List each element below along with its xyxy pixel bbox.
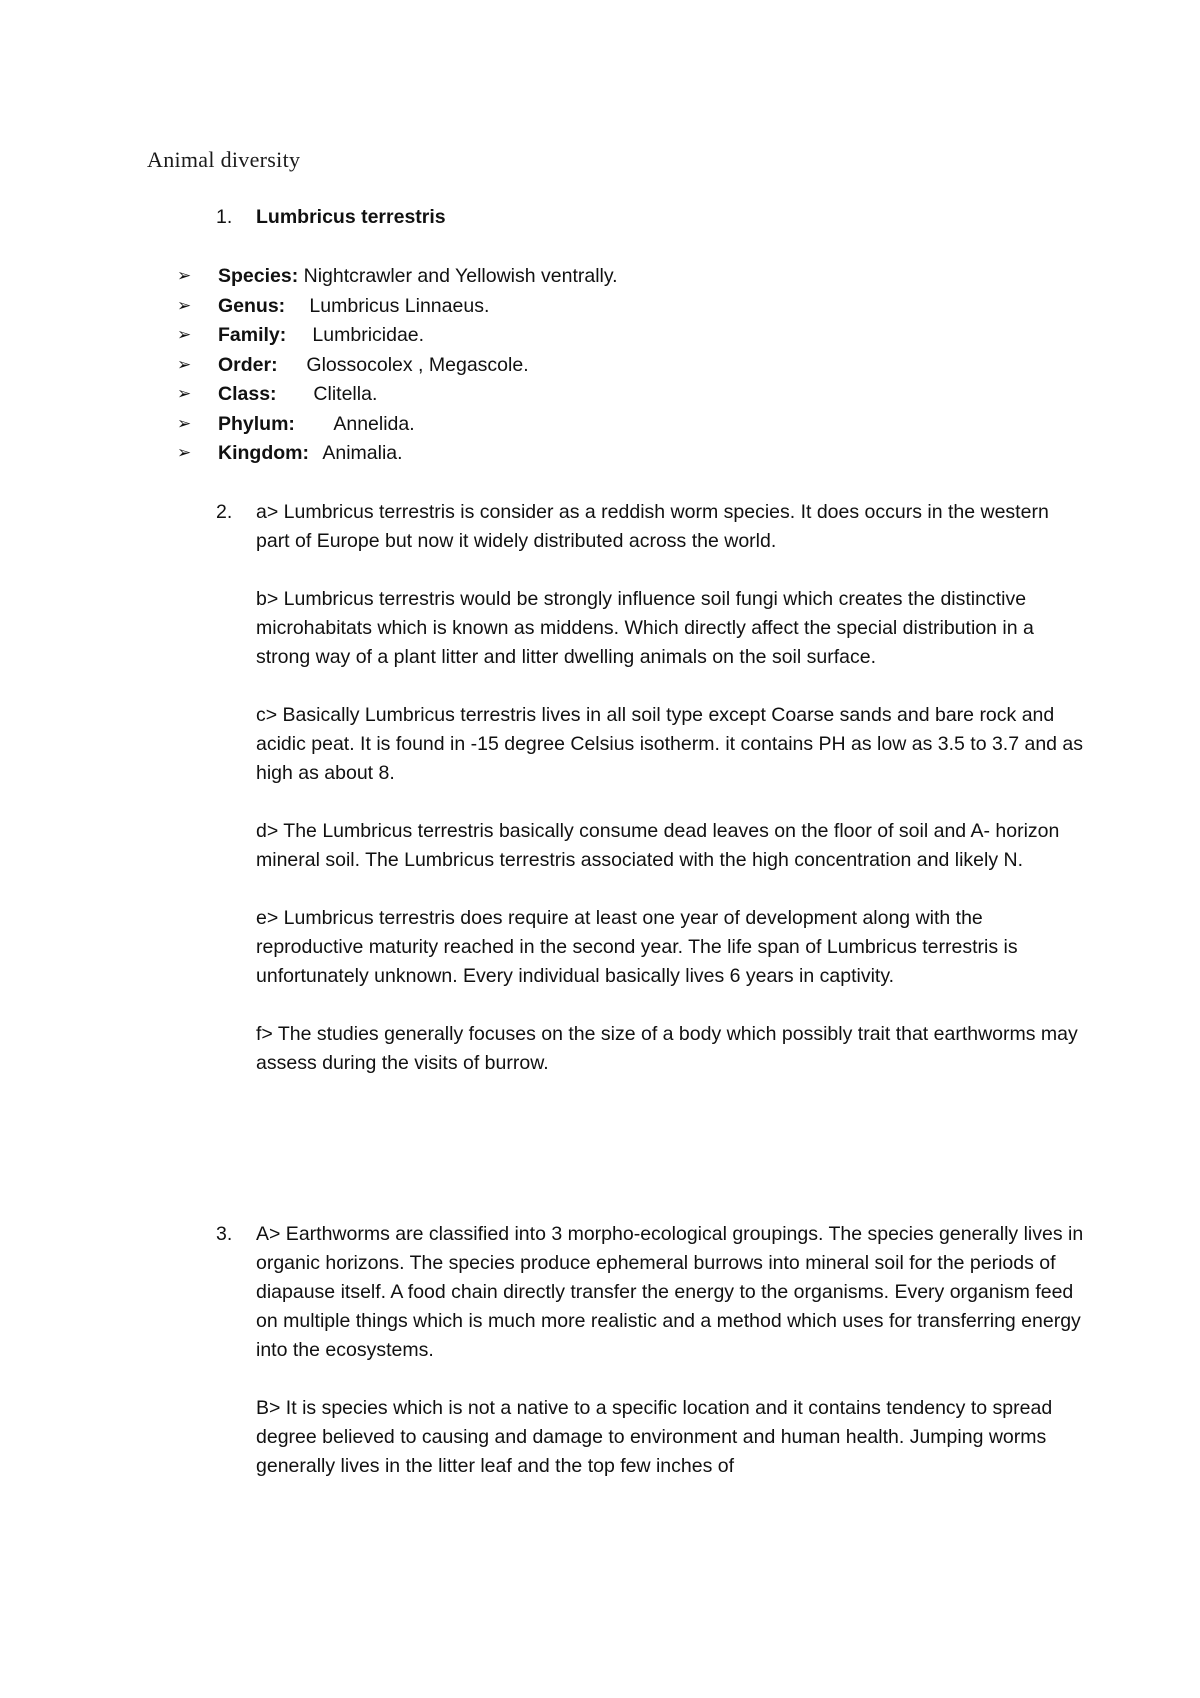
arrow-bullet-icon: ➢	[177, 413, 192, 434]
section-2-paragraph-f: f> The studies generally focuses on the size of a body which possibly trait that earthworms may assess during the visits of burrow.	[256, 1023, 1078, 1074]
section-3-body	[256, 1220, 1086, 1481]
arrow-bullet-icon: ➢	[177, 354, 192, 375]
taxonomy-key: Order:	[218, 353, 278, 376]
taxonomy-value: Clitella.	[313, 383, 378, 405]
arrow-bullet-icon: ➢	[177, 295, 192, 316]
arrow-bullet-icon: ➢	[177, 266, 192, 286]
section-1-number: 1.	[216, 206, 233, 228]
taxonomy-key: Kingdom:	[218, 442, 309, 464]
taxonomy-key: Species:	[218, 265, 299, 287]
list-item	[177, 292, 618, 322]
section-3	[216, 1220, 1086, 1481]
taxonomy-value: Lumbricidae.	[312, 324, 425, 346]
section-2-paragraph-a: a> Lumbricus terrestris is consider as a reddish worm species. It does occurs in the western part of Europe but now it widely distributed across the world.	[256, 501, 1049, 552]
list-item	[177, 410, 618, 440]
arrow-bullet-icon: ➢	[177, 325, 192, 345]
list-item	[177, 351, 618, 381]
taxonomy-key: Family:	[218, 324, 287, 346]
list-item	[177, 321, 618, 351]
list-item	[177, 262, 618, 292]
taxonomy-value: Lumbricus Linnaeus.	[309, 294, 490, 317]
section-2-paragraph-d: d> The Lumbricus terrestris basically consume dead leaves on the floor of soil and A- horizon mineral soil. The Lumbricus terrestris associated with the high concentration and likely N.	[256, 820, 1060, 871]
taxonomy-value: Nightcrawler and Yellowish ventrally.	[303, 265, 618, 287]
taxonomy-key: Genus:	[218, 294, 286, 317]
taxonomy-list	[177, 262, 618, 469]
section-1-heading-row	[216, 203, 1086, 232]
list-item	[177, 380, 618, 410]
taxonomy-key: Class:	[218, 383, 277, 405]
section-1-heading: Lumbricus terrestris	[256, 206, 446, 228]
taxonomy-value: Animalia.	[322, 442, 403, 464]
arrow-bullet-icon: ➢	[177, 384, 192, 404]
section-2-body	[256, 498, 1086, 1078]
section-2-paragraph-b: b> Lumbricus terrestris would be strongly influence soil fungi which creates the distinctive microhabitats which is known as middens. Which directly affect the special distribution in a strong way of a plant litter and litter dwelling animals on the soil surface.	[256, 588, 1034, 668]
section-2-number: 2.	[216, 501, 233, 523]
section-3-paragraph-b: B> It is species which is not a native to a specific location and it contains tendency to spread degree believed to causing and damage to environment and human health. Jumping worms generally lives in the litter leaf and the top few inches of	[256, 1397, 1053, 1477]
section-3-number: 3.	[216, 1223, 233, 1245]
section-2-paragraph-c: c> Basically Lumbricus terrestris lives in all soil type except Coarse sands and bare rock and acidic peat. It is found in -15 degree Celsius isotherm. it contains PH as low as 3.5 to 3.7 and as high as about 8.	[256, 704, 1084, 784]
document-title: Animal diversity	[147, 147, 301, 172]
section-2-paragraph-e: e> Lumbricus terrestris does require at least one year of development along with the reproductive maturity reached in the second year. The life span of Lumbricus terrestris is unfortunately unknown. Every individual basically lives 6 years in captivity.	[256, 907, 1018, 987]
taxonomy-key: Phylum:	[218, 412, 295, 435]
taxonomy-value: Glossocolex , Megascole.	[306, 353, 529, 376]
list-item	[177, 439, 618, 469]
arrow-bullet-icon: ➢	[177, 443, 192, 463]
section-2	[216, 498, 1086, 1078]
section-3-paragraph-a: A> Earthworms are classified into 3 morpho-ecological groupings. The species generally lives in organic horizons. The species produce ephemeral burrows into mineral soil for the periods of diapause itself. A food chain directly transfer the energy to the organisms. Every organism feed on multiple things which is much more realistic and a method which uses for transferring energy into the ecosystems.	[256, 1223, 1084, 1361]
taxonomy-value: Annelida.	[333, 412, 415, 435]
